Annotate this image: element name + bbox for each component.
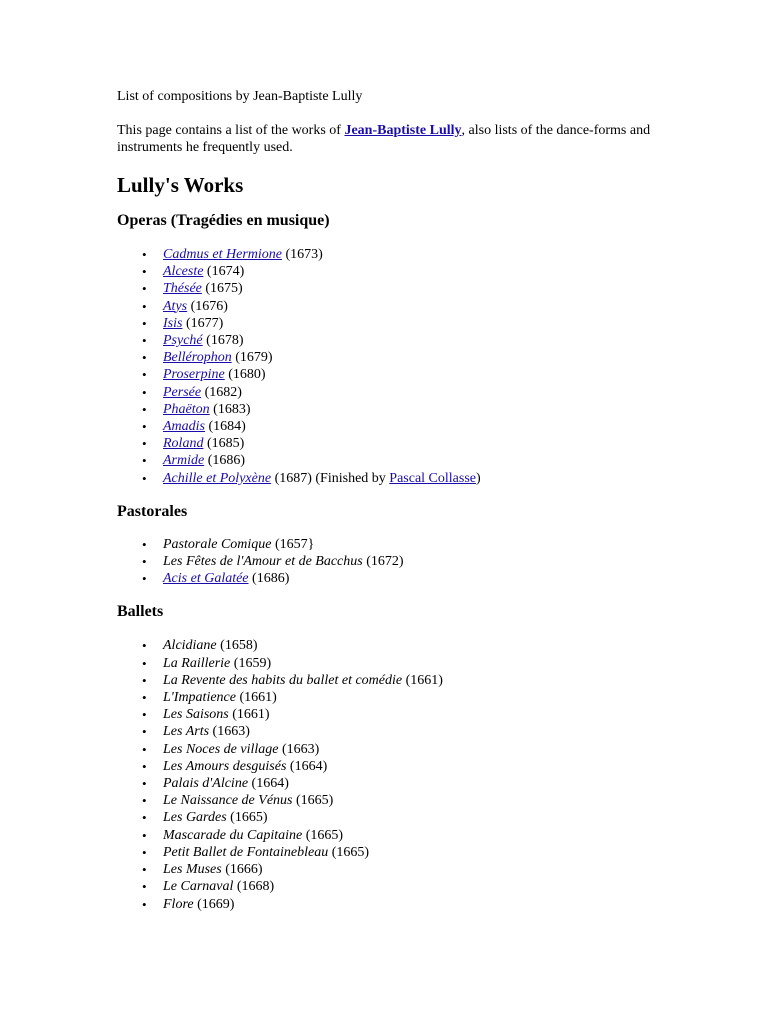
work-year: (1665) bbox=[305, 827, 344, 843]
work-title: Les Noces de village bbox=[163, 741, 279, 757]
list-item bbox=[142, 470, 657, 487]
list-item bbox=[142, 672, 657, 689]
work-title-link[interactable]: Bellérophon bbox=[163, 350, 232, 366]
work-title: Les Arts bbox=[163, 724, 210, 740]
bullet-icon: • bbox=[142, 419, 147, 435]
bullet-icon: • bbox=[142, 707, 147, 723]
work-title-link[interactable]: Armide bbox=[163, 453, 205, 469]
collaborator-link[interactable]: Pascal Collasse bbox=[389, 470, 476, 486]
work-title: Pastorale Comique bbox=[163, 536, 272, 552]
work-title: Alcidiane bbox=[163, 638, 217, 654]
work-year: (1677) bbox=[185, 315, 224, 331]
bullet-icon: • bbox=[142, 367, 147, 383]
intro-text-before: This page contains a list of the works of bbox=[117, 123, 345, 138]
work-title: Les Muses bbox=[163, 862, 222, 878]
list-item bbox=[142, 332, 657, 349]
work-title: Flore bbox=[163, 896, 194, 912]
work-title: La Revente des habits du ballet et comédie bbox=[163, 672, 403, 688]
bullet-icon: • bbox=[142, 776, 147, 792]
list-item bbox=[142, 570, 657, 587]
work-year: (1686) bbox=[207, 453, 246, 469]
work-title-link[interactable]: Psyché bbox=[163, 333, 203, 349]
work-year: (1657} bbox=[275, 536, 315, 552]
work-year: (1661) bbox=[232, 707, 270, 723]
operas-section bbox=[117, 211, 657, 487]
work-year: (1666) bbox=[225, 862, 263, 878]
bullet-icon: • bbox=[142, 690, 147, 706]
work-year: (1668) bbox=[236, 879, 275, 895]
list-item bbox=[142, 758, 657, 775]
work-title: Le Naissance de Vénus bbox=[163, 793, 293, 809]
bullet-icon: • bbox=[142, 672, 147, 688]
work-title: Palais d'Alcine bbox=[163, 776, 249, 792]
bullet-icon: • bbox=[142, 281, 147, 297]
work-year: (1664) bbox=[289, 758, 328, 774]
list-item bbox=[142, 401, 657, 418]
bullet-icon: • bbox=[142, 554, 147, 570]
bullet-icon: • bbox=[142, 436, 147, 452]
bullet-icon: • bbox=[142, 453, 147, 469]
list-item bbox=[142, 435, 657, 452]
bullet-icon: • bbox=[142, 655, 147, 671]
bullet-icon: • bbox=[142, 724, 147, 740]
work-year: (1658) bbox=[220, 638, 258, 654]
work-title-link[interactable]: Alceste bbox=[163, 264, 204, 280]
operas-heading: Operas (Tragédies en musique) bbox=[117, 212, 330, 229]
list-item bbox=[142, 263, 657, 280]
works-heading: Lully's Works bbox=[117, 173, 244, 197]
work-year: (1682) bbox=[204, 384, 242, 400]
list-item bbox=[142, 452, 657, 469]
list-item bbox=[142, 741, 657, 758]
work-year: (1679) bbox=[235, 350, 273, 366]
work-year: (1673) bbox=[285, 247, 323, 262]
work-title: Les Amours desguisés bbox=[163, 758, 287, 774]
list-item bbox=[142, 706, 657, 723]
list-item bbox=[142, 637, 657, 654]
bullet-icon: • bbox=[142, 384, 147, 400]
work-year: (1674) bbox=[206, 264, 245, 280]
work-year: (1676) bbox=[190, 298, 228, 314]
list-item bbox=[142, 280, 657, 297]
list-item bbox=[142, 844, 657, 861]
pastorales-list bbox=[117, 536, 657, 588]
bullet-icon: • bbox=[142, 638, 147, 654]
work-year: (1684) bbox=[208, 419, 246, 435]
work-year: (1665) bbox=[230, 810, 268, 826]
list-item bbox=[142, 827, 657, 844]
bullet-icon: • bbox=[142, 298, 147, 314]
list-item bbox=[142, 655, 657, 672]
bullet-icon: • bbox=[142, 571, 147, 587]
document-title: List of compositions by Jean-Baptiste Lully bbox=[117, 89, 363, 104]
work-note-tail: ) bbox=[476, 470, 481, 486]
work-year: (1687) (Finished by bbox=[274, 470, 390, 486]
work-year: (1680) bbox=[228, 367, 266, 383]
list-item bbox=[142, 723, 657, 740]
work-title-link[interactable]: Amadis bbox=[163, 419, 205, 435]
work-title: Petit Ballet de Fontainebleau bbox=[163, 844, 329, 860]
bullet-icon: • bbox=[142, 896, 147, 912]
bullet-icon: • bbox=[142, 401, 147, 417]
intro-paragraph bbox=[117, 122, 657, 156]
bullet-icon: • bbox=[142, 264, 147, 280]
work-title: Le Carnaval bbox=[163, 879, 234, 895]
work-title: L'Impatience bbox=[163, 690, 236, 706]
work-title-link[interactable]: Atys bbox=[163, 298, 188, 314]
pastorales-heading: Pastorales bbox=[117, 502, 188, 520]
work-title-link[interactable]: Thésée bbox=[163, 281, 202, 297]
work-year: (1672) bbox=[366, 554, 404, 570]
work-year: (1669) bbox=[197, 896, 235, 912]
work-title: Les Saisons bbox=[163, 707, 229, 723]
work-title-link[interactable]: Proserpine bbox=[163, 367, 225, 383]
list-item bbox=[142, 384, 657, 401]
bullet-icon: • bbox=[142, 536, 147, 552]
bullet-icon: • bbox=[142, 315, 147, 331]
bullet-icon: • bbox=[142, 827, 147, 843]
bullet-icon: • bbox=[142, 350, 147, 366]
list-item bbox=[142, 366, 657, 383]
work-year: (1659) bbox=[233, 655, 272, 671]
bullet-icon: • bbox=[142, 793, 147, 809]
work-title-link[interactable]: Persée bbox=[163, 384, 202, 400]
work-title-link[interactable]: Cadmus et Hermione bbox=[163, 247, 282, 262]
work-year: (1686) bbox=[252, 571, 290, 587]
list-item bbox=[142, 315, 657, 332]
pastorales-section bbox=[117, 502, 657, 588]
list-item bbox=[142, 792, 657, 809]
list-item bbox=[142, 878, 657, 895]
work-year: (1683) bbox=[213, 401, 251, 417]
work-year: (1678) bbox=[206, 333, 244, 349]
list-item bbox=[142, 861, 657, 878]
bullet-icon: • bbox=[142, 758, 147, 774]
lully-link[interactable]: Jean-Baptiste Lully bbox=[344, 123, 462, 138]
list-item bbox=[142, 298, 657, 315]
list-item bbox=[142, 246, 657, 263]
work-year: (1685) bbox=[206, 436, 245, 452]
ballets-heading: Ballets bbox=[117, 603, 164, 621]
work-year: (1665) bbox=[331, 844, 370, 860]
work-year: (1661) bbox=[405, 672, 443, 688]
work-title-link[interactable]: Isis bbox=[163, 315, 183, 331]
list-item bbox=[142, 349, 657, 366]
operas-list bbox=[117, 246, 657, 487]
bullet-icon: • bbox=[142, 470, 147, 486]
list-item bbox=[142, 689, 657, 706]
bullet-icon: • bbox=[142, 844, 147, 860]
bullet-icon: • bbox=[142, 741, 147, 757]
bullet-icon: • bbox=[142, 879, 147, 895]
list-item bbox=[142, 896, 657, 913]
work-title: Les Gardes bbox=[163, 810, 227, 826]
document-page bbox=[117, 88, 657, 913]
bullet-icon: • bbox=[142, 862, 147, 878]
work-year: (1663) bbox=[281, 741, 320, 757]
list-item bbox=[142, 553, 657, 570]
work-title-link[interactable]: Phaëton bbox=[163, 401, 210, 417]
bullet-icon: • bbox=[142, 247, 147, 262]
work-title: La Raillerie bbox=[163, 655, 231, 671]
work-title-link[interactable]: Roland bbox=[163, 436, 204, 452]
bullet-icon: • bbox=[142, 333, 147, 349]
list-item bbox=[142, 809, 657, 826]
work-title: Mascarade du Capitaine bbox=[163, 827, 303, 843]
list-item bbox=[142, 536, 657, 553]
work-title: Les Fêtes de l'Amour et de Bacchus bbox=[163, 554, 363, 570]
work-year: (1665) bbox=[295, 793, 334, 809]
ballets-section bbox=[117, 602, 657, 912]
bullet-icon: • bbox=[142, 810, 147, 826]
work-year: (1664) bbox=[251, 776, 289, 792]
work-title-link[interactable]: Achille et Polyxène bbox=[163, 470, 272, 486]
work-title-link[interactable]: Acis et Galatée bbox=[163, 571, 249, 587]
work-year: (1661) bbox=[239, 690, 277, 706]
ballets-list bbox=[117, 637, 657, 912]
work-year: (1675) bbox=[205, 281, 243, 297]
list-item bbox=[142, 775, 657, 792]
intro-text-after: , also lists of the dance-forms and instruments he frequently used. bbox=[117, 123, 651, 155]
list-item bbox=[142, 418, 657, 435]
work-year: (1663) bbox=[212, 724, 250, 740]
